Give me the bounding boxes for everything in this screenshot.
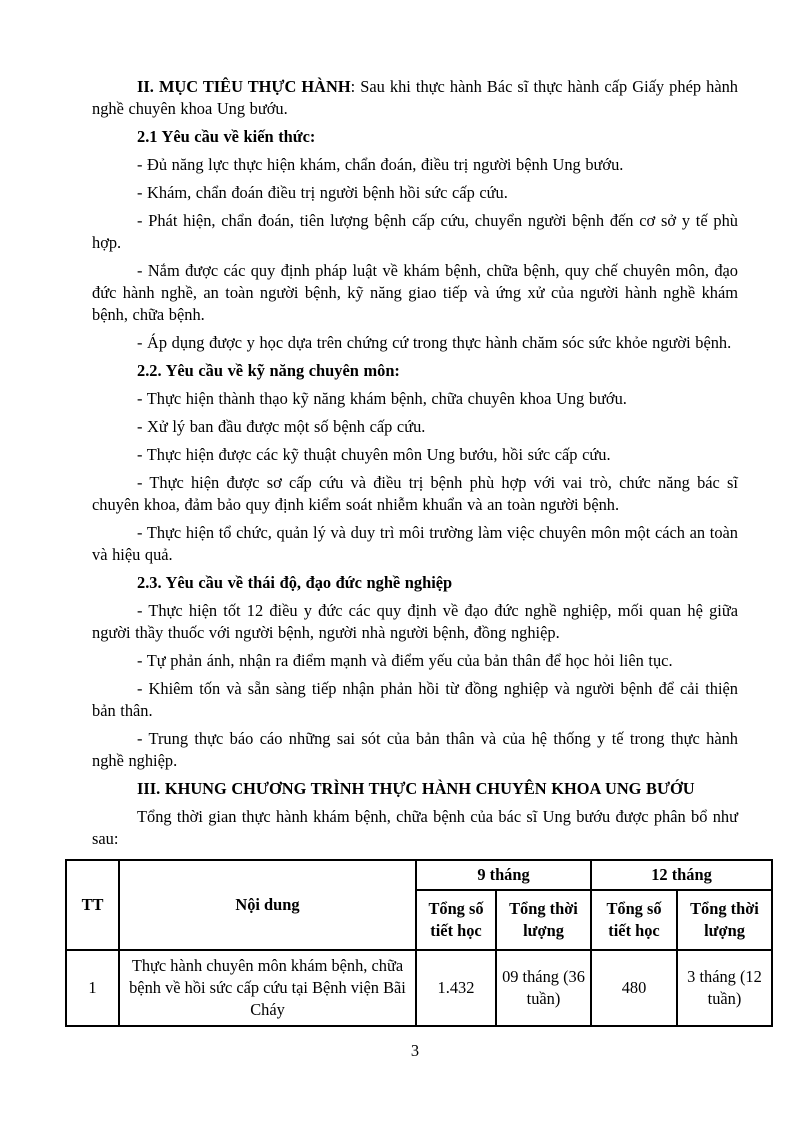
bullet-item: - Nắm được các quy định pháp luật về khám bệnh, chữa bệnh, quy chế chuyên môn, đạo đức hành nghề, an toàn người bệnh, kỹ năng giao tiếp và ứng xử của người hành nghề khám bệnh, chữa bệnh. bbox=[92, 261, 738, 324]
bullet-item: - Thực hiện được sơ cấp cứu và điều trị bệnh phù hợp với vai trò, chức năng bác sĩ chuyên khoa, đảm bảo quy định kiểm soát nhiễm khuẩn và an toàn người bệnh. bbox=[92, 473, 738, 514]
table-cell-tietso-12: 480 bbox=[591, 950, 677, 1026]
heading-2-2: 2.2. Yêu cầu về kỹ năng chuyên môn: bbox=[137, 361, 400, 380]
table-header-9thang: 9 tháng bbox=[416, 860, 591, 890]
bullet-item: - Thực hiện thành thạo kỹ năng khám bệnh, chữa chuyên khoa Ung bướu. bbox=[137, 389, 627, 408]
table-cell-tt: 1 bbox=[66, 950, 119, 1026]
heading-2-3: 2.3. Yêu cầu về thái độ, đạo đức nghề nghiệp bbox=[137, 573, 453, 592]
page-number: 3 bbox=[410, 1041, 420, 1060]
table-header-tt: TT bbox=[66, 860, 119, 950]
bullet-item: - Khiêm tốn và sẵn sàng tiếp nhận phản hồi từ đồng nghiệp và người bệnh để cải thiện bản thân. bbox=[92, 679, 738, 720]
table-cell-thoiluong-9: 09 tháng (36 tuần) bbox=[496, 950, 591, 1026]
table-header-12thang: 12 tháng bbox=[591, 860, 772, 890]
bullet-item: - Khám, chẩn đoán điều trị người bệnh hồi sức cấp cứu. bbox=[137, 183, 508, 202]
table-header-row-groups bbox=[66, 860, 772, 890]
section-ii-heading-paragraph bbox=[92, 70, 738, 120]
table-subheader-thoiluong-9: Tổng thời lượng bbox=[496, 890, 591, 950]
bullet-item: - Phát hiện, chẩn đoán, tiên lượng bệnh cấp cứu, chuyển người bệnh đến cơ sở y tế phù hợp. bbox=[92, 211, 738, 252]
table-intro-paragraph: Tổng thời gian thực hành khám bệnh, chữa bệnh của bác sĩ Ung bướu được phân bổ như sau: bbox=[92, 807, 738, 848]
table-row bbox=[66, 950, 772, 1026]
table-subheader-thoiluong-12: Tổng thời lượng bbox=[677, 890, 772, 950]
bullet-item: - Xử lý ban đầu được một số bệnh cấp cứu. bbox=[137, 417, 426, 436]
table-subheader-tongso-9: Tổng số tiết học bbox=[416, 890, 496, 950]
schedule-table-container bbox=[65, 859, 771, 1027]
bullet-item: - Đủ năng lực thực hiện khám, chẩn đoán, điều trị người bệnh Ung bướu. bbox=[137, 155, 624, 174]
section-ii-title: II. MỤC TIÊU THỰC HÀNH bbox=[137, 77, 351, 96]
table-cell-tietso-9: 1.432 bbox=[416, 950, 496, 1026]
section-ii-text: : Sau khi thực hành Bác sĩ thực hành cấp Giấy phép hành nghề chuyên khoa Ung bướu. bbox=[92, 77, 738, 118]
bullet-item: - Thực hiện tốt 12 điều y đức các quy định về đạo đức nghề nghiệp, mối quan hệ giữa người thầy thuốc với người bệnh, người nhà người bệnh, đồng nghiệp. bbox=[92, 601, 738, 642]
heading-iii: III. KHUNG CHƯƠNG TRÌNH THỰC HÀNH CHUYÊN KHOA UNG BƯỚU bbox=[137, 779, 695, 798]
heading-2-1: 2.1 Yêu cầu về kiến thức: bbox=[137, 127, 316, 146]
bullet-item: - Tự phản ánh, nhận ra điểm mạnh và điểm yếu của bản thân để học hỏi liên tục. bbox=[137, 651, 673, 670]
table-subheader-tongso-12: Tổng số tiết học bbox=[591, 890, 677, 950]
bullet-item: - Thực hiện tổ chức, quản lý và duy trì môi trường làm việc chuyên môn một cách an toàn và hiệu quả. bbox=[92, 523, 738, 564]
schedule-table bbox=[65, 859, 773, 1027]
table-header-noidung: Nội dung bbox=[119, 860, 416, 950]
bullet-item: - Trung thực báo cáo những sai sót của bản thân và của hệ thống y tế trong thực hành nghề nghiệp. bbox=[92, 729, 738, 770]
table-cell-noidung: Thực hành chuyên môn khám bệnh, chữa bệnh về hồi sức cấp cứu tại Bệnh viện Bãi Cháy bbox=[119, 950, 416, 1026]
bullet-item: - Thực hiện được các kỹ thuật chuyên môn Ung bướu, hồi sức cấp cứu. bbox=[137, 445, 611, 464]
table-cell-thoiluong-12: 3 tháng (12 tuần) bbox=[677, 950, 772, 1026]
bullet-item: - Áp dụng được y học dựa trên chứng cứ trong thực hành chăm sóc sức khỏe người bệnh. bbox=[137, 333, 732, 352]
